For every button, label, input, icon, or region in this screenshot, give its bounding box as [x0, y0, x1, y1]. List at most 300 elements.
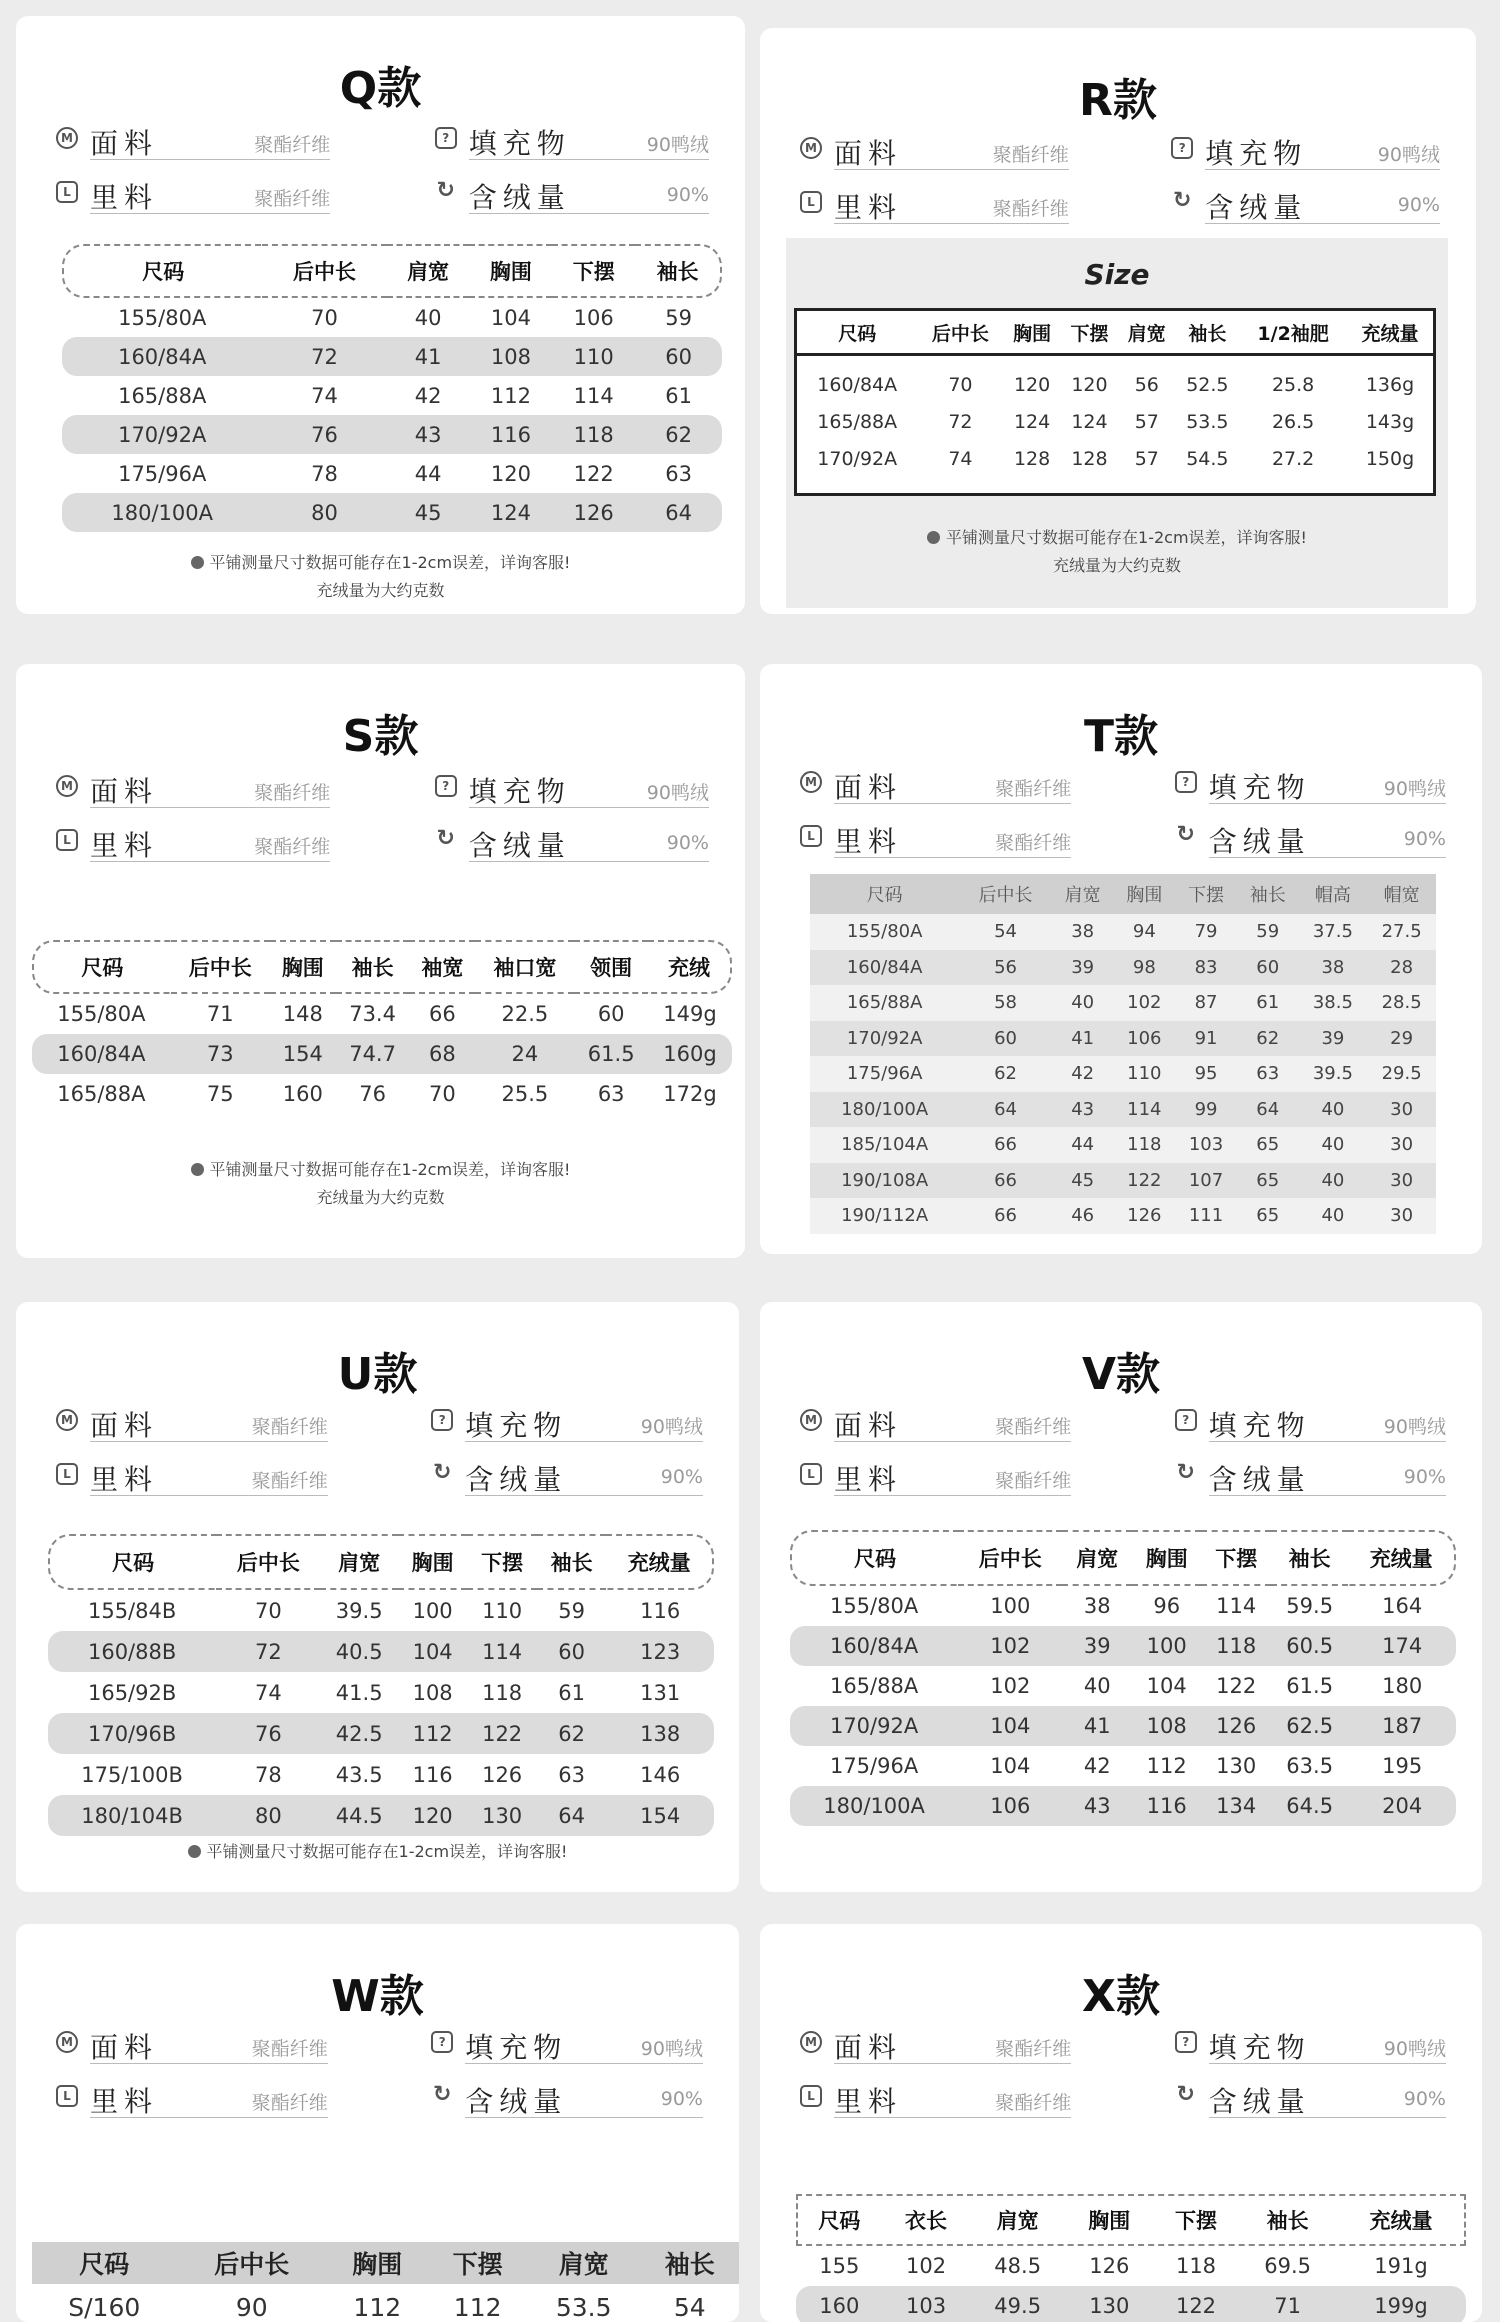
table-cell: 185/104A: [810, 1127, 959, 1163]
column-header: 袖长: [1175, 311, 1239, 356]
attr-value: 聚酯纤维: [992, 198, 1069, 220]
attr-underline: [469, 807, 709, 808]
table-cell: 124: [1071, 410, 1108, 433]
attr-label: 含绒量: [1208, 1463, 1311, 1496]
table-cell: 112: [453, 2292, 502, 2322]
column-header: 肩宽: [320, 1534, 397, 1590]
table-cell: 112: [353, 2292, 402, 2322]
table-cell: 187: [1348, 1706, 1456, 1746]
column-header: 后中长: [917, 311, 1003, 356]
table-cell: 160/84A: [62, 337, 262, 376]
attr-liliao: [800, 2078, 1071, 2118]
size-table: [796, 2194, 1466, 2322]
attr-underline: [90, 2063, 328, 2064]
table-cell: 80: [262, 493, 386, 532]
attributes: [800, 1402, 1446, 1508]
table-cell: 40: [1052, 985, 1114, 1021]
table-cell: 38: [1052, 914, 1114, 950]
attr-tianchong: [431, 1402, 703, 1442]
attr-underline: [1209, 1495, 1446, 1496]
note-line-1: 平铺测量尺寸数据可能存在1-2cm误差，详询客服!: [206, 1842, 568, 1861]
table-cell: 126: [1114, 1198, 1176, 1234]
column-header: 下摆: [427, 2242, 527, 2284]
table-cell: 104: [398, 1631, 468, 1672]
table-cell: 155/80A: [57, 1002, 146, 1026]
attr-value: 聚酯纤维: [254, 836, 331, 858]
swirl-icon: ↻: [1176, 822, 1195, 847]
attr-label: 里料: [834, 2085, 903, 2118]
attr-value: 90%: [1403, 828, 1446, 850]
table-cell: 180/104B: [48, 1795, 216, 1836]
column-header: 胸围: [327, 2242, 427, 2284]
question-box-icon: ?: [1175, 771, 1197, 793]
note-line-2: 充绒量为大约克数: [316, 1188, 445, 1207]
attr-tianchong: [435, 768, 709, 808]
attr-value: 聚酯纤维: [254, 134, 331, 156]
card-title: U款: [337, 1349, 418, 1400]
column-header: 肩宽: [1052, 874, 1114, 914]
card-title: V款: [1081, 1349, 1161, 1400]
attr-underline: [834, 857, 1071, 858]
table-cell: 43: [387, 415, 470, 454]
column-header: 尺码: [818, 2209, 861, 2233]
attr-label: 含绒量: [1208, 825, 1311, 858]
attr-mianliao: [56, 1402, 328, 1442]
attr-underline: [834, 803, 1071, 804]
table-cell: 22.5: [501, 1002, 549, 1026]
attr-underline: [90, 213, 330, 214]
attr-value: 聚酯纤维: [251, 2038, 328, 2060]
info-dot-icon: [191, 556, 204, 569]
column-header: 尺码: [810, 874, 959, 914]
attr-label: 填充物: [1208, 1409, 1311, 1442]
table-row: [48, 1672, 714, 1713]
table-row: [790, 1666, 1456, 1706]
table-cell: 74: [948, 447, 973, 470]
table-cell: 99: [1175, 1092, 1237, 1128]
column-header: 充绒量: [1369, 2209, 1433, 2233]
column-header: 袖长: [336, 940, 410, 994]
swirl-icon: ↻: [1176, 2082, 1195, 2107]
attr-underline: [469, 159, 709, 160]
column-header: 胸围: [469, 244, 552, 298]
attributes: [56, 2024, 703, 2130]
column-header: 尺码: [790, 1530, 958, 1586]
attr-underline: [90, 1441, 328, 1442]
table-cell: 175/96A: [810, 1056, 959, 1092]
column-header: 胸围: [1003, 311, 1060, 356]
table-cell: 30: [1367, 1127, 1436, 1163]
table-cell: 204: [1348, 1786, 1456, 1826]
table-row: [48, 1795, 714, 1836]
table-cell: 136g: [1365, 373, 1415, 396]
table-cell: 61.5: [574, 1034, 648, 1074]
attr-underline: [834, 169, 1069, 170]
table-cell: 24: [475, 1034, 574, 1074]
attr-label: 里料: [90, 2085, 159, 2118]
m-circle-icon: M: [800, 2031, 822, 2053]
table-cell: 40: [1299, 1127, 1368, 1163]
column-header: 充绒量: [1347, 311, 1433, 356]
table-cell: 94: [1114, 914, 1176, 950]
table-cell: 69.5: [1264, 2254, 1312, 2278]
size-panel: [786, 238, 1448, 608]
table-cell: 57: [1134, 410, 1159, 433]
column-header: 肩宽: [996, 2209, 1039, 2233]
table-cell: 100: [412, 1598, 453, 1623]
table-cell: 63: [558, 1762, 585, 1787]
card-u: [16, 1302, 739, 1892]
table-cell: 165/88A: [829, 1674, 919, 1698]
table-cell: 54.5: [1186, 447, 1229, 470]
table-row: [810, 1056, 1436, 1092]
table-cell: 126: [482, 1762, 523, 1787]
column-header: 肩宽: [1062, 1530, 1132, 1586]
table-cell: 170/92A: [810, 1021, 959, 1057]
attr-hanrong: [1175, 2078, 1446, 2118]
column-header: 下摆: [467, 1534, 537, 1590]
info-dot-icon: [927, 531, 940, 544]
table-row: [810, 1127, 1436, 1163]
card-title: X款: [1082, 1971, 1160, 2022]
table-cell: 146: [640, 1762, 681, 1787]
attr-label: 面料: [90, 2031, 159, 2064]
column-header: 尺码: [48, 1534, 216, 1590]
table-cell: 116: [469, 415, 552, 454]
table-cell: 26.5: [1271, 410, 1315, 433]
attr-mianliao: [800, 764, 1071, 804]
table-cell: 104: [490, 305, 531, 330]
table-cell: 150g: [1365, 447, 1415, 470]
table-row: [796, 2286, 1466, 2322]
table-row: [810, 1021, 1436, 1057]
size-table: [48, 1534, 714, 1836]
question-box-icon: ?: [431, 2031, 453, 2053]
attr-liliao: [800, 1456, 1071, 1496]
attr-value: 聚酯纤维: [992, 144, 1069, 166]
card-title: S款: [342, 711, 419, 762]
table-cell: 122: [1216, 1674, 1257, 1698]
attr-label: 填充物: [465, 1409, 568, 1442]
table-cell: 104: [990, 1754, 1031, 1778]
attr-underline: [90, 807, 330, 808]
column-header: 后中长: [177, 2242, 328, 2284]
attributes: [800, 2024, 1446, 2130]
table-cell: 58: [959, 985, 1052, 1021]
attr-hanrong: [1175, 818, 1446, 858]
swirl-icon: ↻: [1172, 188, 1192, 213]
attr-mianliao: [800, 1402, 1071, 1442]
note-line-2: 充绒量为大约克数: [316, 581, 445, 600]
table-cell: 53.5: [555, 2292, 612, 2322]
table-row: [32, 1074, 732, 1114]
table-cell: 63.5: [1286, 1754, 1334, 1778]
table-cell: 164: [1382, 1594, 1423, 1618]
attr-liliao: [56, 1456, 328, 1496]
table-cell: 126: [1201, 1706, 1271, 1746]
table-cell: 112: [1146, 1754, 1187, 1778]
attr-hanrong: [435, 822, 709, 862]
table-cell: 110: [482, 1598, 523, 1623]
info-dot-icon: [191, 1163, 204, 1176]
table-cell: 160/88B: [48, 1631, 216, 1672]
table-cell: 122: [1114, 1163, 1176, 1199]
attr-hanrong: [431, 1456, 703, 1496]
attributes: [800, 764, 1446, 870]
table-cell: 122: [573, 461, 614, 486]
table-row: [32, 2284, 739, 2322]
table-cell: 56: [1134, 373, 1159, 396]
attr-value: 90鸭绒: [1383, 2038, 1446, 2060]
attr-underline: [465, 2117, 703, 2118]
info-dot-icon: [188, 1845, 201, 1858]
table-cell: 160: [282, 1082, 323, 1106]
table-cell: 102: [958, 1626, 1062, 1666]
table-cell: 57: [1134, 447, 1159, 470]
table-cell: 160g: [648, 1034, 732, 1074]
column-header: 帽高: [1299, 874, 1368, 914]
attributes: [800, 130, 1440, 236]
attr-value: 90鸭绒: [1383, 1416, 1446, 1438]
table-cell: 100: [990, 1594, 1031, 1618]
attr-underline: [90, 159, 330, 160]
table-row: [62, 376, 722, 415]
attr-hanrong: [1171, 184, 1440, 224]
attr-value: 聚酯纤维: [995, 2092, 1072, 2114]
card-w: [16, 1924, 739, 2322]
attr-liliao: [56, 2078, 328, 2118]
attr-underline: [1205, 223, 1440, 224]
attr-value: 90%: [666, 832, 709, 854]
table-cell: 63: [1237, 1056, 1299, 1092]
table-cell: 63: [665, 461, 692, 486]
table-cell: 70: [311, 305, 338, 330]
attr-value: 90鸭绒: [646, 782, 709, 804]
table-cell: 52.5: [1186, 373, 1229, 396]
table-cell: 39.5: [1299, 1056, 1368, 1092]
card-t: [760, 664, 1482, 1254]
table-cell: 29: [1367, 1021, 1436, 1057]
table-cell: 174: [1348, 1626, 1456, 1666]
table-cell: 123: [606, 1631, 714, 1672]
card-q: [16, 16, 745, 614]
attr-value: 90%: [1403, 1466, 1446, 1488]
m-circle-icon: M: [56, 775, 78, 797]
table-cell: 41: [1062, 1706, 1132, 1746]
table-cell: 65: [1237, 1127, 1299, 1163]
attr-value: 90鸭绒: [1377, 144, 1440, 166]
table-row: [797, 403, 1433, 440]
table-cell: 40: [1083, 1674, 1111, 1698]
table-header-row: [790, 1530, 1456, 1586]
column-header: 下摆: [552, 244, 635, 298]
attr-value: 90鸭绒: [640, 1416, 703, 1438]
table-cell: 160/84A: [790, 1626, 958, 1666]
table-cell: 40: [1299, 1198, 1368, 1234]
table-cell: 75: [206, 1082, 234, 1106]
column-header: 袖长: [1237, 874, 1299, 914]
table-cell: 191g: [1374, 2254, 1428, 2278]
table-cell: 190/108A: [810, 1163, 959, 1199]
attr-value: 聚酯纤维: [995, 778, 1072, 800]
table-cell: 46: [1052, 1198, 1114, 1234]
attr-label: 填充物: [468, 127, 571, 160]
table-cell: 100: [1132, 1626, 1202, 1666]
attr-value: 90%: [1397, 194, 1440, 216]
attr-value: 聚酯纤维: [251, 1470, 328, 1492]
table-cell: 41.5: [335, 1680, 383, 1705]
table-cell: 43.5: [335, 1762, 383, 1787]
column-header: 肩宽: [528, 2242, 640, 2284]
table-row: [797, 440, 1433, 477]
table-cell: 106: [573, 305, 614, 330]
table-cell: 39: [1062, 1626, 1132, 1666]
table-cell: 114: [573, 383, 614, 408]
table-cell: 148: [282, 1002, 323, 1026]
attr-tianchong: [1175, 764, 1446, 804]
attr-underline: [834, 223, 1069, 224]
table-cell: 66: [959, 1127, 1052, 1163]
column-header: 肩宽: [1118, 311, 1175, 356]
attributes: [56, 120, 709, 226]
table-cell: 108: [469, 337, 552, 376]
table-cell: 160: [796, 2286, 883, 2322]
table-cell: 64.5: [1271, 1786, 1348, 1826]
table-cell: 112: [398, 1713, 468, 1754]
swirl-icon: ↻: [436, 178, 455, 203]
question-box-icon: ?: [1175, 2031, 1197, 2053]
table-row: [62, 493, 722, 532]
attr-tianchong: [1171, 130, 1440, 170]
table-cell: 120: [1013, 373, 1051, 396]
table-cell: 155/80A: [829, 1594, 919, 1618]
note: [786, 524, 1448, 580]
table-cell: 160/84A: [32, 1034, 171, 1074]
size-table: [62, 244, 722, 532]
column-header: 胸围: [270, 940, 336, 994]
table-row: [810, 914, 1436, 950]
table-cell: 62: [1237, 1021, 1299, 1057]
l-square-icon: L: [800, 2085, 822, 2107]
table-header-row: [48, 1534, 714, 1590]
table-cell: 118: [1114, 1127, 1176, 1163]
table-cell: 78: [254, 1762, 282, 1787]
attr-tianchong: [435, 120, 709, 160]
attr-mianliao: [56, 768, 330, 808]
table-row: [62, 415, 722, 454]
table-cell: 165/88A: [118, 383, 207, 408]
table-cell: 118: [482, 1680, 523, 1705]
table-cell: 59.5: [1286, 1594, 1334, 1618]
table-cell: 40: [1299, 1092, 1368, 1128]
table-cell: 155/84B: [87, 1598, 177, 1623]
attributes: [56, 768, 709, 874]
l-square-icon: L: [56, 181, 78, 203]
column-header: 胸围: [1132, 1530, 1202, 1586]
table-cell: 61: [665, 383, 692, 408]
table-row: [797, 356, 1433, 403]
table-cell: 74: [311, 383, 338, 408]
table-cell: 108: [412, 1680, 453, 1705]
table-cell: 134: [1201, 1786, 1271, 1826]
attr-label: 含绒量: [468, 181, 571, 214]
table-cell: 154: [270, 1034, 336, 1074]
table-cell: 120: [1071, 373, 1108, 396]
table-cell: 30: [1367, 1198, 1436, 1234]
table-cell: 72: [262, 337, 386, 376]
table-cell: 42.5: [320, 1713, 397, 1754]
column-header: 后中长: [171, 940, 270, 994]
table-cell: 199g: [1336, 2286, 1466, 2322]
table-cell: 40.5: [320, 1631, 397, 1672]
attr-hanrong: [435, 174, 709, 214]
table-cell: 38: [1299, 950, 1368, 986]
table-cell: 64: [959, 1092, 1052, 1128]
table-cell: 25.5: [501, 1082, 549, 1106]
table-cell: 60.5: [1271, 1626, 1348, 1666]
column-header: 胸围: [398, 1534, 468, 1590]
table-cell: 76: [216, 1713, 320, 1754]
table-row: [810, 1198, 1436, 1234]
column-header: 后中长: [216, 1534, 320, 1590]
table-cell: 65: [1237, 1198, 1299, 1234]
table-cell: 44: [414, 461, 442, 486]
column-header: 胸围: [1114, 874, 1176, 914]
table-cell: 66: [959, 1198, 1052, 1234]
table-cell: 95: [1175, 1056, 1237, 1092]
table-cell: 54: [959, 914, 1052, 950]
attr-value: 90%: [1403, 2088, 1446, 2110]
attr-label: 里料: [90, 181, 159, 214]
size-table: [797, 311, 1433, 477]
table-row: [62, 298, 722, 337]
table-cell: 118: [1201, 1626, 1271, 1666]
column-header: 充绒量: [1348, 1530, 1456, 1586]
table-row: [62, 454, 722, 493]
column-header: 袖宽: [409, 940, 475, 994]
table-cell: 59: [1237, 914, 1299, 950]
card-title: W款: [331, 1971, 424, 2022]
table-cell: 118: [1175, 2254, 1217, 2278]
table-cell: 43: [1062, 1786, 1132, 1826]
table-cell: 40: [1299, 1163, 1368, 1199]
table-cell: 170/92A: [62, 415, 262, 454]
size-table: [32, 940, 732, 1114]
attr-label: 填充物: [1208, 771, 1311, 804]
attr-liliao: [56, 174, 330, 214]
table-header-row: [810, 874, 1436, 914]
attr-label: 含绒量: [468, 829, 571, 862]
card-x: [760, 1924, 1482, 2322]
table-cell: 102: [990, 1674, 1031, 1698]
table-row: [48, 1713, 714, 1754]
table-cell: 175/96A: [829, 1754, 919, 1778]
attr-liliao: [800, 818, 1071, 858]
table-cell: 71: [1239, 2286, 1336, 2322]
attr-value: 聚酯纤维: [995, 1416, 1072, 1438]
table-cell: 79: [1175, 914, 1237, 950]
column-header: 下摆: [1061, 311, 1118, 356]
table-cell: 165/88A: [817, 410, 898, 433]
m-circle-icon: M: [56, 2031, 78, 2053]
note-line-1: 平铺测量尺寸数据可能存在1-2cm误差，详询客服!: [209, 553, 571, 572]
attr-hanrong: [1175, 1456, 1446, 1496]
table-cell: 91: [1175, 1021, 1237, 1057]
card-v: [760, 1302, 1482, 1892]
table-cell: 114: [467, 1631, 537, 1672]
l-square-icon: L: [56, 1463, 78, 1485]
attr-hanrong: [431, 2078, 703, 2118]
